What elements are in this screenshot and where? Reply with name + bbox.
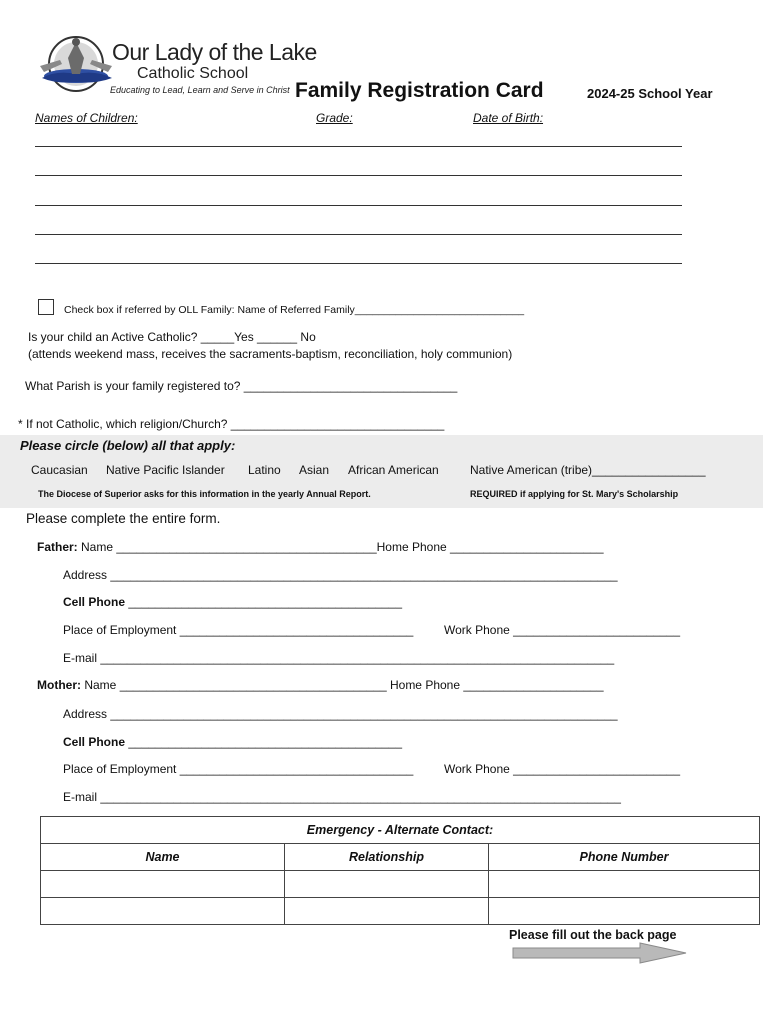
ethnicity-title: Please circle (below) all that apply: (20, 438, 236, 453)
mother-employment-field[interactable]: Place of Employment ___________________________________ (63, 762, 414, 776)
mother-label: Mother: (37, 678, 81, 692)
referral-checkbox[interactable] (38, 299, 54, 315)
school-subtitle: Catholic School (137, 65, 249, 82)
emergency-relationship-cell[interactable] (285, 898, 489, 925)
emergency-contact-table (40, 816, 760, 925)
mother-email-field[interactable]: E-mail ______________________________________________________________________________ (63, 790, 621, 804)
parish-question: What Parish is your family registered to? ________________________________ (25, 379, 458, 393)
mother-name-field[interactable]: Name ________________________________________ Home Phone _____________________ (84, 678, 604, 692)
mother-cell-row (63, 736, 402, 748)
child-entry-line[interactable] (35, 205, 682, 206)
religion-question: * If not Catholic, which religion/Church? ________________________________ (18, 417, 445, 431)
father-name-row (37, 541, 604, 553)
ethnicity-option[interactable]: Latino (248, 463, 281, 477)
father-cell-field[interactable]: _________________________________________ (128, 595, 402, 609)
children-names-header: Names of Children: (35, 111, 138, 125)
emergency-name-header: Name (41, 844, 285, 871)
ethnicity-option[interactable]: African American (348, 463, 439, 477)
mother-work-phone-field[interactable]: Work Phone _________________________ (444, 762, 680, 776)
father-employment-field[interactable]: Place of Employment ___________________________________ (63, 623, 414, 637)
father-work-phone-field[interactable]: Work Phone _________________________ (444, 623, 680, 637)
emergency-phone-header: Phone Number (489, 844, 760, 871)
emergency-phone-cell[interactable] (489, 871, 760, 898)
child-entry-line[interactable] (35, 234, 682, 235)
father-cell-row (63, 596, 402, 608)
school-name: Our Lady of the Lake (112, 39, 317, 65)
right-arrow-icon (512, 942, 688, 964)
children-dob-header: Date of Birth: (473, 111, 544, 125)
ethnicity-option[interactable]: Native Pacific Islander (106, 463, 225, 477)
father-cell-label: Cell Phone (63, 595, 126, 609)
emergency-phone-cell[interactable] (489, 898, 760, 925)
emergency-name-cell[interactable] (41, 871, 285, 898)
scholarship-note: REQUIRED if applying for St. Mary's Scholarship (470, 489, 679, 499)
mother-name-row (37, 679, 604, 691)
form-title: Family Registration Card (295, 79, 544, 102)
mother-cell-label: Cell Phone (63, 735, 126, 749)
ethnicity-option[interactable]: Caucasian (31, 463, 88, 477)
mother-cell-field[interactable]: _________________________________________ (128, 735, 402, 749)
child-entry-line[interactable] (35, 146, 682, 147)
diocese-note: The Diocese of Superior asks for this information in the yearly Annual Report. (38, 489, 371, 499)
children-grade-header: Grade: (316, 111, 353, 125)
school-tagline: Educating to Lead, Learn and Serve in Christ (110, 85, 290, 95)
ethnicity-option[interactable]: Asian (299, 463, 330, 477)
referral-label: Check box if referred by OLL Family: Name of Referred Family_____________________________ (64, 304, 525, 316)
ethnicity-option[interactable]: Native American (tribe)_________________ (470, 463, 706, 477)
form-instruction: Please complete the entire form. (26, 511, 221, 526)
back-page-note: Please fill out the back page (509, 928, 677, 942)
child-entry-line[interactable] (35, 175, 682, 176)
emergency-relationship-header: Relationship (285, 844, 489, 871)
active-catholic-question: Is your child an Active Catholic? _____Yes ______ No (28, 330, 316, 344)
father-name-field[interactable]: Name _______________________________________Home Phone _______________________ (81, 540, 604, 554)
mother-address-field[interactable]: Address ____________________________________________________________________________ (63, 707, 618, 721)
emergency-relationship-cell[interactable] (285, 871, 489, 898)
father-email-field[interactable]: E-mail _____________________________________________________________________________ (63, 651, 615, 665)
father-label: Father: (37, 540, 78, 554)
emergency-name-cell[interactable] (41, 898, 285, 925)
child-entry-line[interactable] (35, 263, 682, 264)
school-year: 2024-25 School Year (587, 86, 713, 101)
emergency-title: Emergency - Alternate Contact: (41, 817, 760, 844)
father-address-field[interactable]: Address ____________________________________________________________________________ (63, 568, 618, 582)
active-catholic-note: (attends weekend mass, receives the sacraments-baptism, reconciliation, holy communion) (28, 347, 513, 361)
